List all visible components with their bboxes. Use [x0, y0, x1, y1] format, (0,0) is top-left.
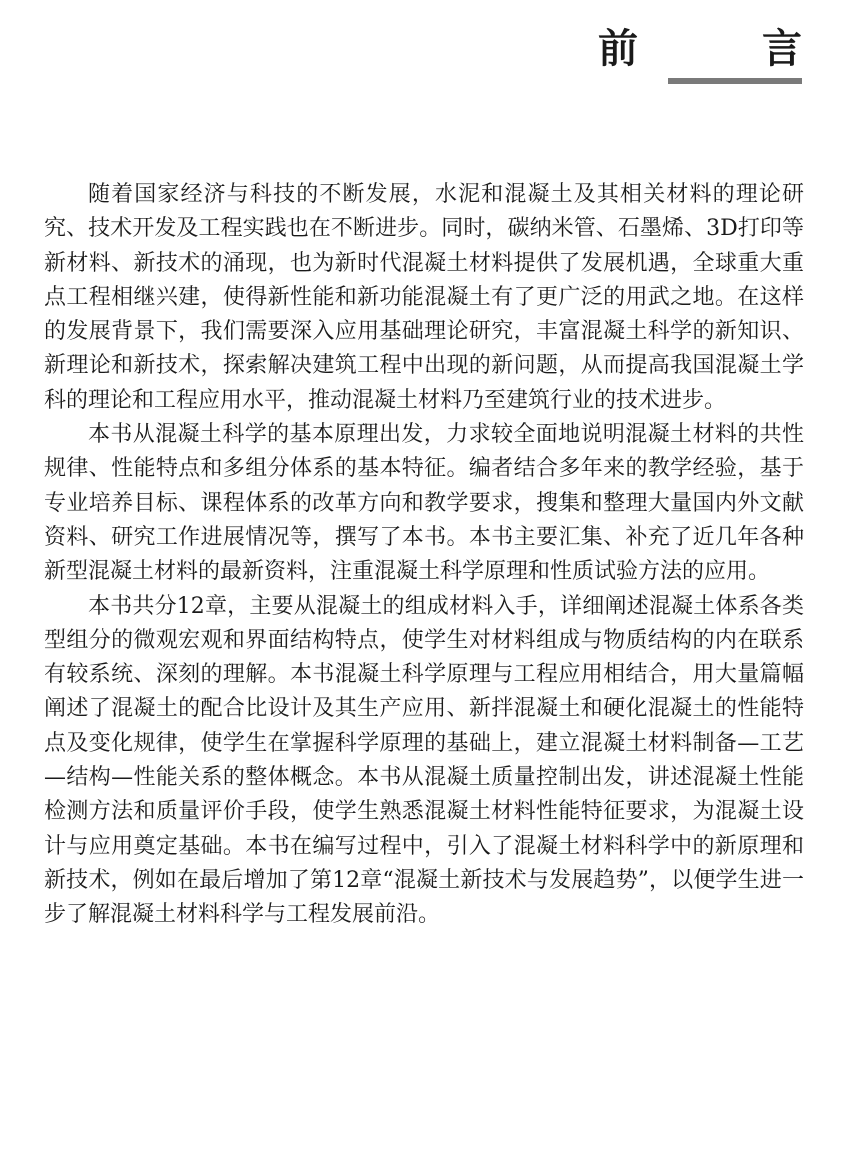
paragraph-1: 随着国家经济与科技的不断发展，水泥和混凝土及其相关材料的理论研究、技术开发及工程实践也在不断进步。同时，碳纳米管、石墨烯、3D打印等新材料、新技术的涌现，也为新时代混凝土材料提供了发展机遇，全球重大重点工程相继兴建，使得新性能和新功能混凝土有了更广泛的用武之地。在这样的发展背景下，我们需要深入应用基础理论研究，丰富混凝土科学的新知识、新理论和新技术，探索解决建筑工程中出现的新问题，从而提高我国混凝土学科的理论和工程应用水平，推动混凝土材料乃至建筑行业的技术进步。 [44, 182, 804, 413]
page-title: 前 言 [598, 25, 844, 72]
preface-body [44, 178, 804, 933]
paragraph-2: 本书从混凝土科学的基本原理出发，力求较全面地说明混凝土材料的共性规律、性能特点和多组分体系的基本特征。编者结合多年来的教学经验，基于专业培养目标、课程体系的改革方向和教学要求，搜集和整理大量国内外文献资料、研究工作进展情况等，撰写了本书。本书主要汇集、补充了近几年各种新型混凝土材料的最新资料，注重混凝土科学原理和性质试验方法的应用。 [44, 422, 804, 585]
title-underline-rule [668, 78, 802, 84]
paragraph-3: 本书共分12章，主要从混凝土的组成材料入手，详细阐述混凝土体系各类型组分的微观宏观和界面结构特点，使学生对材料组成与物质结构的内在联系有较系统、深刻的理解。本书混凝土科学原理与工程应用相结合，用大量篇幅阐述了混凝土的配合比设计及其生产应用、新拌混凝土和硬化混凝土的性能特点及变化规律，使学生在掌握科学原理的基础上，建立混凝土材料制备—工艺—结构—性能关系的整体概念。本书从混凝土质量控制出发，讲述混凝土性能检测方法和质量评价手段，使学生熟悉混凝土材料性能特征要求，为混凝土设计与应用奠定基础。本书在编写过程中，引入了混凝土材料科学中的新原理和新技术，例如在最后增加了第12章“混凝土新技术与发展趋势”，以便学生进一步了解混凝土材料科学与工程发展前沿。 [44, 593, 804, 928]
